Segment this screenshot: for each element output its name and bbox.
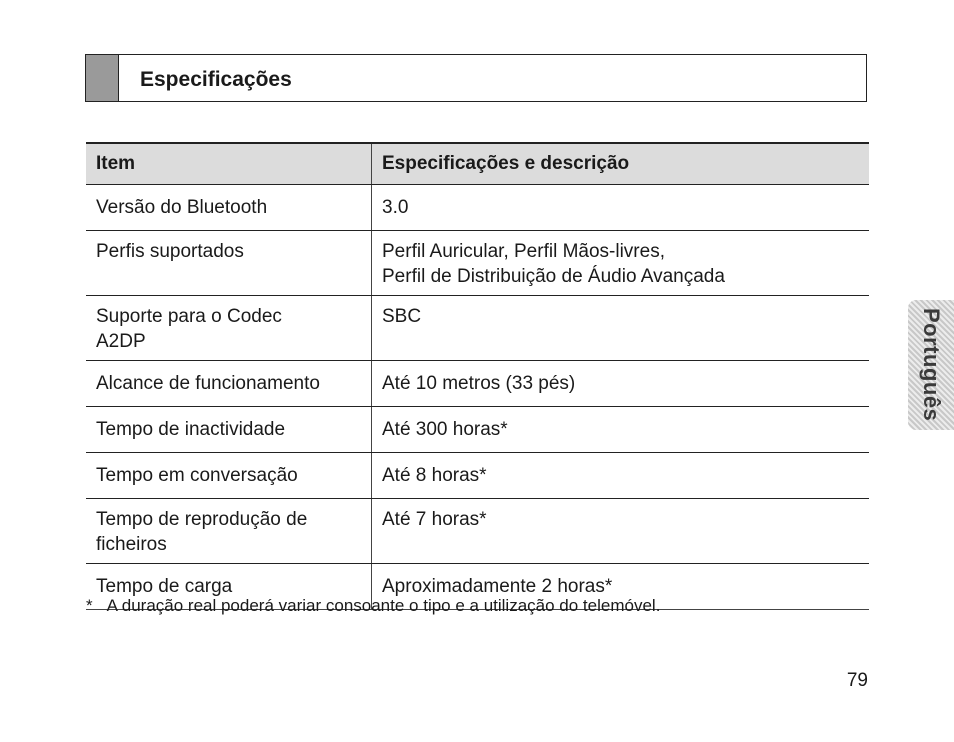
spec-cell: 3.0 [372, 185, 870, 231]
table-row [86, 361, 869, 407]
table-row [86, 231, 869, 296]
item-cell: Alcance de funcionamento [86, 361, 372, 407]
language-tab-label: Português [919, 308, 944, 422]
table-row [86, 185, 869, 231]
spec-line: Perfil de Distribuição de Áudio Avançada [382, 266, 725, 287]
spec-cell: Até 8 horas* [372, 453, 870, 499]
item-line: Tempo de reprodução de [96, 509, 308, 530]
section-heading [85, 54, 867, 102]
language-tab [908, 300, 954, 430]
footnote-mark: * [86, 596, 93, 615]
footnote [86, 596, 660, 616]
table-row [86, 499, 869, 564]
item-cell [86, 296, 372, 361]
spec-cell: Aproximadamente 2 horas* [372, 564, 870, 610]
table-header-row [86, 143, 869, 185]
item-cell: Versão do Bluetooth [86, 185, 372, 231]
table-row [86, 407, 869, 453]
spec-line: Perfil Auricular, Perfil Mãos-livres, [382, 241, 665, 262]
table-row [86, 453, 869, 499]
column-header-item: Item [86, 143, 372, 185]
spec-cell: SBC [372, 296, 870, 361]
spec-cell [372, 231, 870, 296]
table-row [86, 296, 869, 361]
heading-accent-bar [86, 55, 119, 101]
page-number: 79 [846, 670, 868, 691]
section-title: Especificações [140, 68, 292, 91]
item-cell: Tempo de inactividade [86, 407, 372, 453]
item-line: Suporte para o Codec [96, 306, 282, 327]
footnote-text: A duração real poderá variar consoante o tipo e a utilização do telemóvel. [106, 596, 661, 615]
item-cell [86, 499, 372, 564]
item-cell: Tempo em conversação [86, 453, 372, 499]
item-cell: Tempo de carga [86, 564, 372, 610]
item-cell: Perfis suportados [86, 231, 372, 296]
spec-cell: Até 7 horas* [372, 499, 870, 564]
specifications-table [86, 142, 869, 610]
spec-cell: Até 10 metros (33 pés) [372, 361, 870, 407]
item-line: A2DP [96, 331, 146, 352]
item-line: ficheiros [96, 534, 167, 555]
column-header-spec: Especificações e descrição [372, 143, 870, 185]
spec-cell: Até 300 horas* [372, 407, 870, 453]
